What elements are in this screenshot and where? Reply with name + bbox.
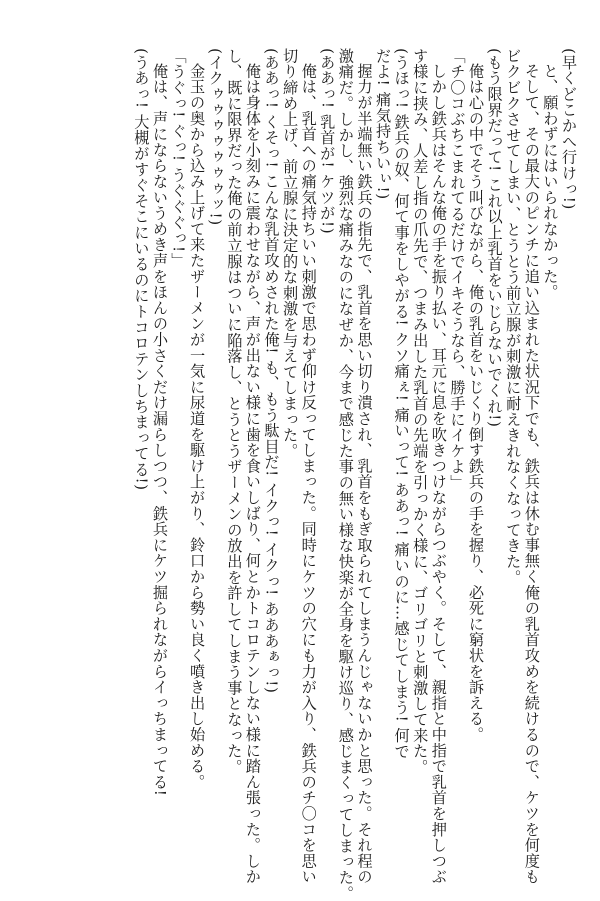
text-line: 激痛だ。しかし、強烈な痛みなのになぜか、今まで感じた事の無い様な快楽が全身を駆け巡り、感じまくってしまった。 <box>336 48 355 901</box>
text-line: (もう限界だって! これ以上乳首をいじらないでくれ!) <box>485 48 504 428</box>
text-line: 金玉の奥から込み上げて来たザーメンが一気に尿道を駆け上がり、鈴口から勢い良く噴き出し始める。 <box>188 63 207 790</box>
text-line: (うあっ! 大槻がすぐそこにいるのにトコロテンしちまってる!) <box>132 48 151 491</box>
text-line: (早くどこかへ行けっ!) <box>560 48 578 210</box>
text-line: 俺は心の中でそう叫びながら、俺の乳首をいじくり倒す鉄兵の手を握り、必死に窮状を訴える。 <box>467 63 486 743</box>
text-line: (ああっ! くそっ! こんな乳首攻めされた俺! も、もう駄目だ! イクっ! イクっ! あああぁっ!) <box>262 48 281 694</box>
text-line: (うほっ! 鉄兵の奴、何て事をしやがる! クソ痛ぇ! 痛いって! ああっ! 痛いのに…感じてしまう! 何で <box>392 48 411 760</box>
text-line: 俺は、乳首への痛気持ちいい刺激で思わず仰け反ってしまった。同時にケツの穴にも力が入り、鉄兵のチ〇コを思い <box>299 63 318 885</box>
text-line: しかし鉄兵はそんな俺の手を振り払い、耳元に息を吹きつけながらつぶやく。そして、親指と中指で乳首を押しつぶ <box>429 63 448 885</box>
text-line: 握力が半端無い鉄兵の指先で、乳首を思い切り潰され、乳首をもぎ取られてしまうんじゃないかと思った。それ程の <box>355 63 374 885</box>
text-line: と、願わずにはいられなかった。 <box>541 63 560 300</box>
text-line: そして、その最大のピンチに追い込まれた状況下でも、鉄兵は休む事無く俺の乳首攻めを続けるので、ケツを何度も <box>522 63 541 885</box>
body-text <box>132 48 578 901</box>
text-line: 俺は身体を小刻みに震わせながら、声が出ない様に歯を食いしばり、何とかトコロテンしない様に踏ん張った。しか <box>243 63 262 885</box>
text-line: 「うぐっ! ぐっ! うぐぐぐっ!」 <box>169 48 188 269</box>
text-line: ビクビクさせてしまい、とうとう前立腺が刺激に耐えきれなくなってきた。 <box>504 48 523 586</box>
text-line: だよ! 痛気持ちいぃ!) <box>374 48 393 200</box>
text-line: (ああっ! 乳首が! ケツが!) <box>318 48 337 235</box>
text-line: (イクゥゥゥゥゥゥゥッ!) <box>206 48 225 226</box>
text-line: 俺は、声にならないうめき声をほんの小さくだけ漏らしつつ、鉄兵にケツ掘られながらイっちまってる! <box>150 63 169 797</box>
text-line: 「チ〇コぶちこまれてるだけでイキそうなら、勝手にイケよ」 <box>448 48 467 491</box>
text-line: 切り締め上げ、前立腺に決定的な刺激を与えてしまった。 <box>281 48 300 459</box>
text-line: す様に挟み、人差し指の爪先で、つまみ出した乳首の先端を引っかく様に、ゴリゴリと刺激して来た。 <box>411 48 430 775</box>
text-line: し、既に限界だった俺の前立腺はついに陥落し、とうとうザーメンの放出を許してしまう事となった。 <box>225 48 244 775</box>
